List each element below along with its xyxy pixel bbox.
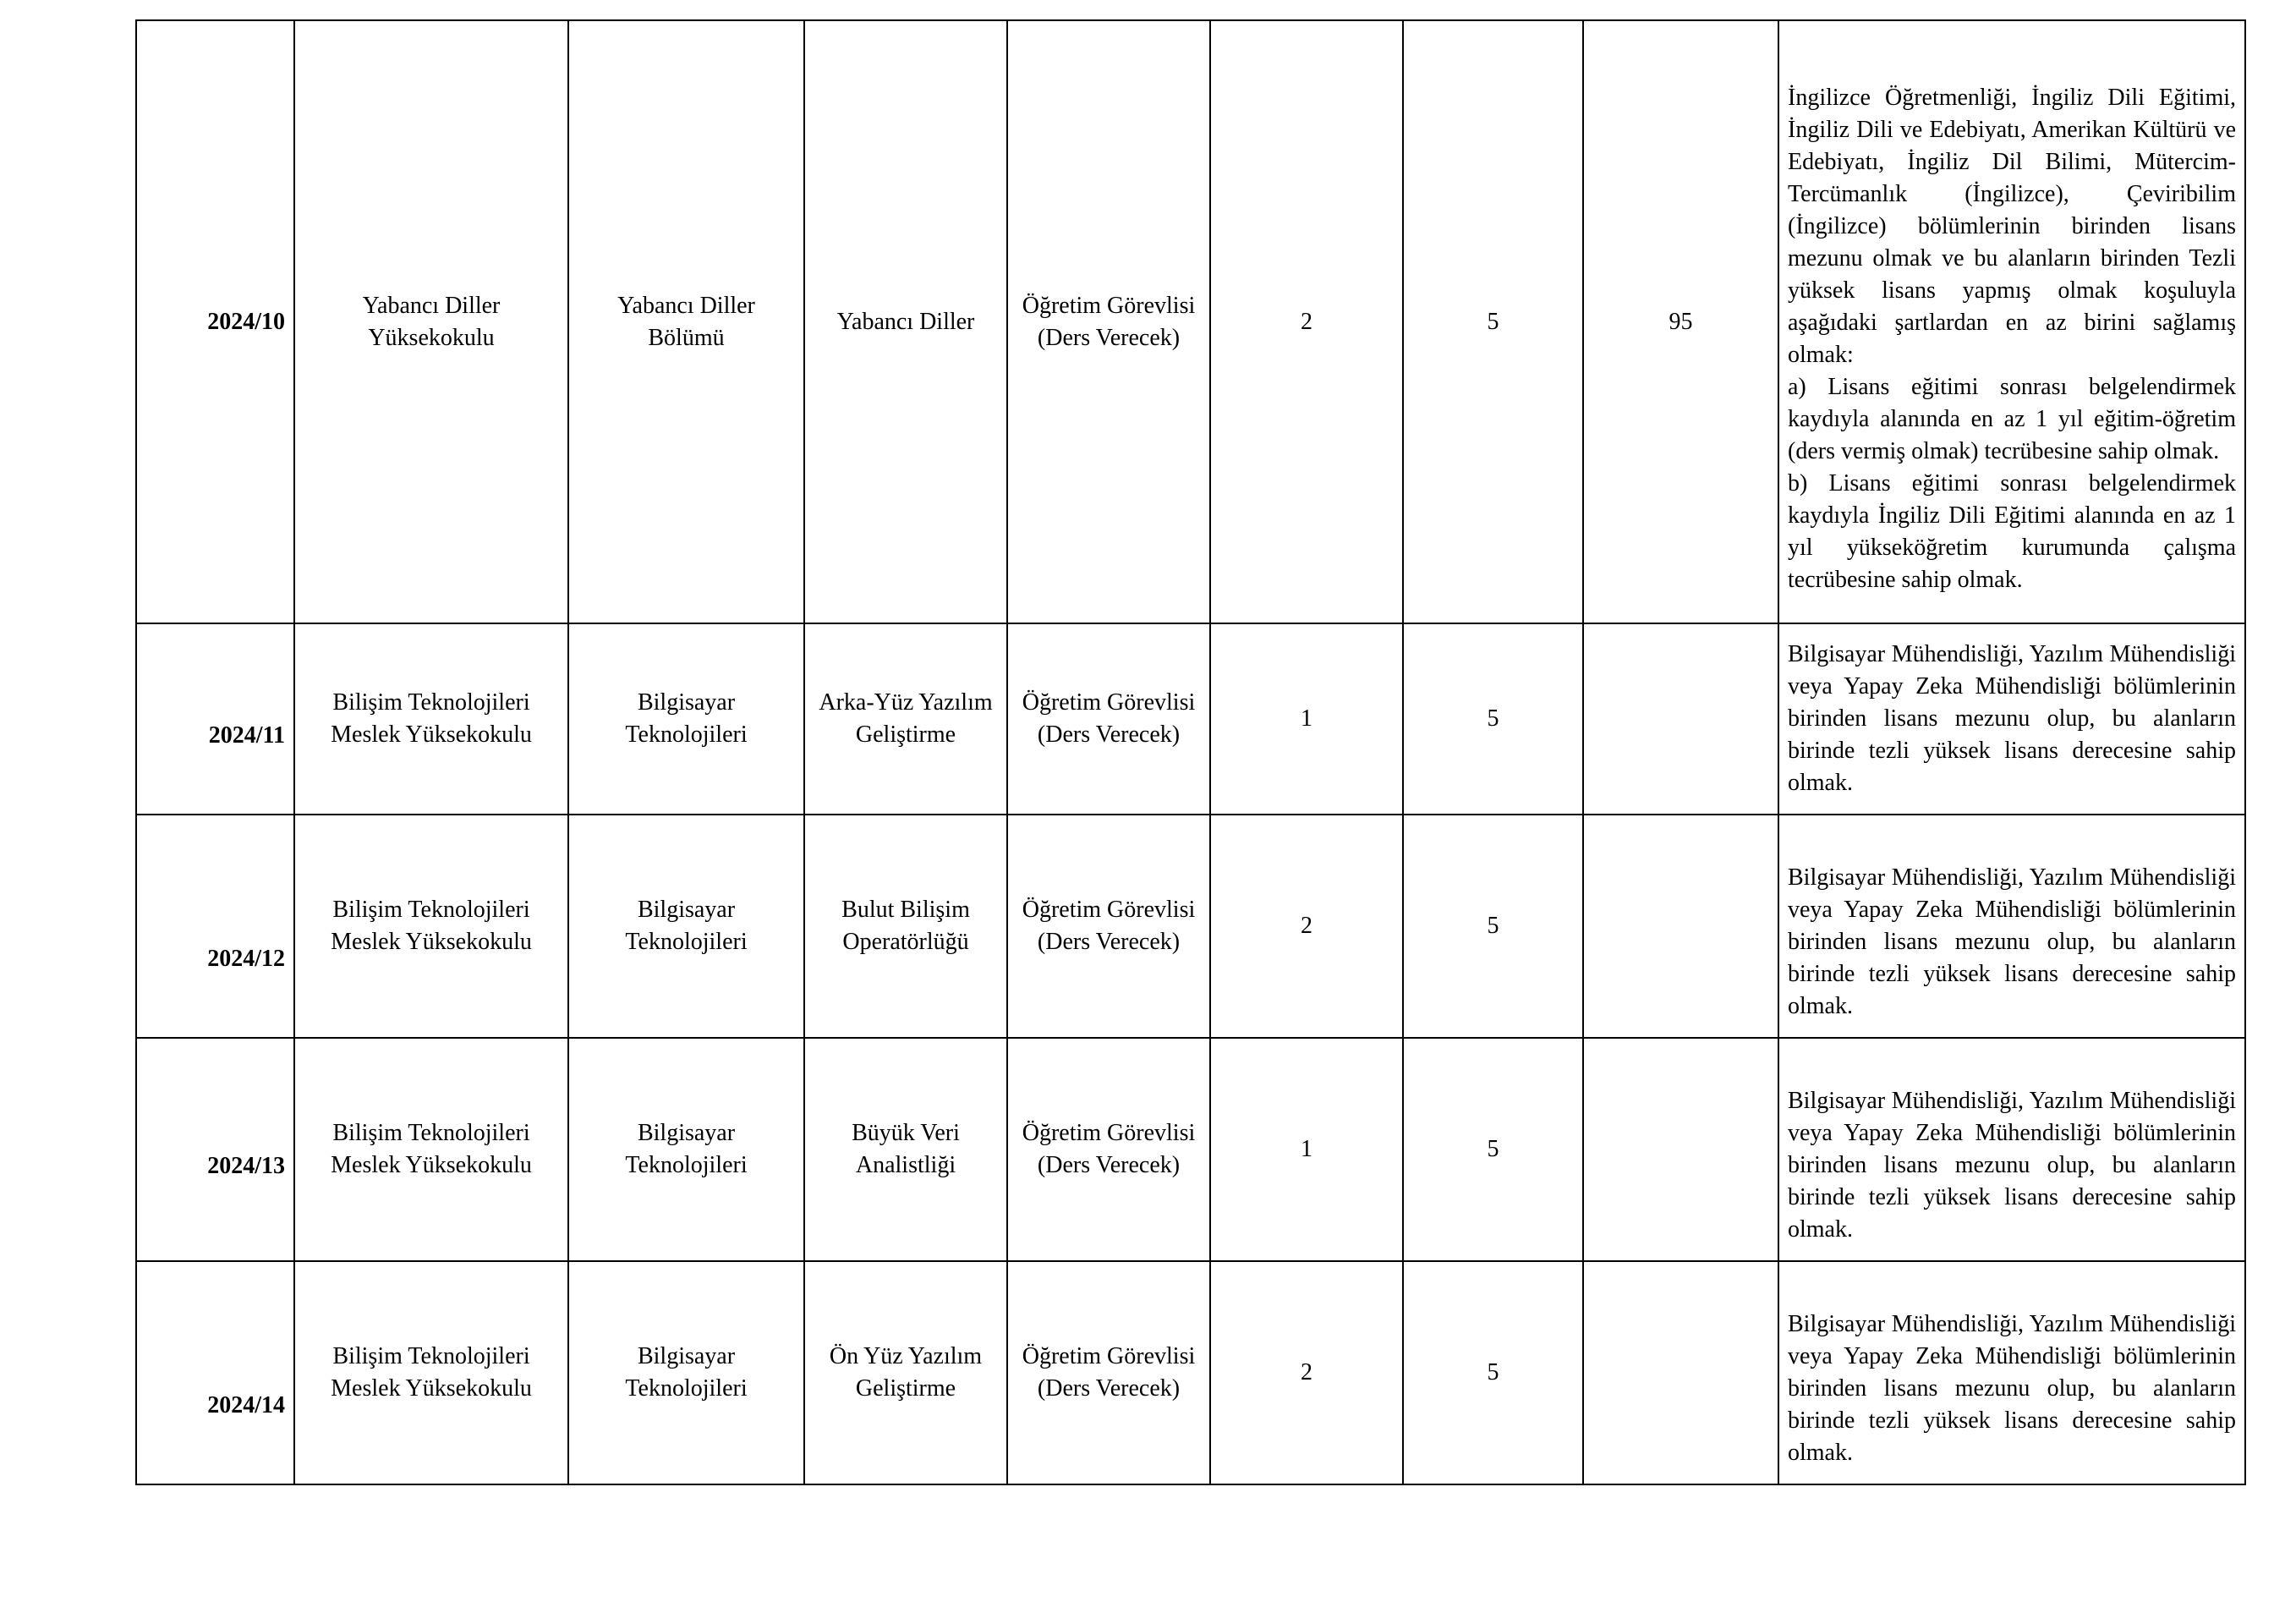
unit-name: Bilişim Teknolojileri Meslek Yüksekokulu [294, 1038, 568, 1261]
requirements-text: Bilgisayar Mühendisliği, Yazılım Mühendisliği veya Yapay Zeka Mühendisliği bölümlerinin birinden lisans mezunu olup, bu alanların birinde tezli yüksek lisans derecesine sahip olmak. [1788, 864, 2236, 1019]
requirements-cell [1778, 1261, 2245, 1484]
positions-table [135, 19, 2246, 1485]
position-number: 2024/12 [136, 815, 294, 1038]
position-count: 1 [1210, 623, 1403, 815]
table-row [136, 20, 2245, 623]
unit-name: Bilişim Teknolojileri Meslek Yüksekokulu [294, 623, 568, 815]
position-level: 5 [1403, 20, 1583, 623]
unit-name: Bilişim Teknolojileri Meslek Yüksekokulu [294, 1261, 568, 1484]
position-title: Öğretim Görevlisi (Ders Verecek) [1007, 815, 1210, 1038]
program-name: Büyük Veri Analistliği [804, 1038, 1007, 1261]
requirements-text: Bilgisayar Mühendisliği, Yazılım Mühendisliği veya Yapay Zeka Mühendisliği bölümlerinin birinden lisans mezunu olup, bu alanların birinde tezli yüksek lisans derecesine sahip olmak. [1788, 1088, 2236, 1243]
position-number: 2024/11 [136, 623, 294, 815]
minimum-score [1583, 623, 1778, 815]
department-name: Bilgisayar Teknolojileri [568, 1261, 804, 1484]
position-title: Öğretim Görevlisi (Ders Verecek) [1007, 1261, 1210, 1484]
position-count: 1 [1210, 1038, 1403, 1261]
department-name: Bilgisayar Teknolojileri [568, 815, 804, 1038]
position-level: 5 [1403, 815, 1583, 1038]
requirements-cell [1778, 623, 2245, 815]
position-level: 5 [1403, 1038, 1583, 1261]
position-number: 2024/10 [136, 20, 294, 623]
position-title: Öğretim Görevlisi (Ders Verecek) [1007, 1038, 1210, 1261]
minimum-score: 95 [1583, 20, 1778, 623]
table-row [136, 1261, 2245, 1484]
program-name: Bulut Bilişim Operatörlüğü [804, 815, 1007, 1038]
minimum-score [1583, 1038, 1778, 1261]
position-level: 5 [1403, 623, 1583, 815]
unit-name: Bilişim Teknolojileri Meslek Yüksekokulu [294, 815, 568, 1038]
position-number: 2024/13 [136, 1038, 294, 1261]
department-name: Yabancı Diller Bölümü [568, 20, 804, 623]
requirements-text: Bilgisayar Mühendisliği, Yazılım Mühendisliği veya Yapay Zeka Mühendisliği bölümlerinin birinden lisans mezunu olup, bu alanların birinde tezli yüksek lisans derecesine sahip olmak. [1788, 641, 2236, 796]
table-row [136, 815, 2245, 1038]
requirements-text: Bilgisayar Mühendisliği, Yazılım Mühendisliği veya Yapay Zeka Mühendisliği bölümlerinin birinden lisans mezunu olup, bu alanların birinde tezli yüksek lisans derecesine sahip olmak. [1788, 1311, 2236, 1466]
requirements-cell [1778, 1038, 2245, 1261]
position-count: 2 [1210, 20, 1403, 623]
requirements-text: İngilizce Öğretmenliği, İngiliz Dili Eğitimi, İngiliz Dili ve Edebiyatı, Amerikan Kültürü ve Edebiyatı, İngiliz Dil Bilimi, Mütercim-Tercümanlık (İngilizce), Çeviribilim (İngilizce) bölümlerinin birinden lisans mezunu olmak ve bu alanların birinden Tezli yüksek lisans yapmış olmak koşuluyla aşağıdaki şartlardan en az birini sağlamış olmak: a) Lisans eğitimi sonrası belgelendirmek kaydıyla alanında en az 1 yıl eğitim-öğretim (ders vermiş olmak) tecrübesine sahip olmak. b) Lisans eğitimi sonrası belgelendirmek kaydıyla İngiliz Dili Eğitimi alanında en az 1 yıl yükseköğretim kurumunda çalışma tecrübesine sahip olmak. [1788, 84, 2236, 593]
position-title: Öğretim Görevlisi (Ders Verecek) [1007, 623, 1210, 815]
department-name: Bilgisayar Teknolojileri [568, 1038, 804, 1261]
position-title: Öğretim Görevlisi (Ders Verecek) [1007, 20, 1210, 623]
position-level: 5 [1403, 1261, 1583, 1484]
requirements-cell [1778, 815, 2245, 1038]
unit-name: Yabancı Diller Yüksekokulu [294, 20, 568, 623]
program-name: Arka-Yüz Yazılım Geliştirme [804, 623, 1007, 815]
program-name: Ön Yüz Yazılım Geliştirme [804, 1261, 1007, 1484]
department-name: Bilgisayar Teknolojileri [568, 623, 804, 815]
requirements-cell [1778, 20, 2245, 623]
table-row [136, 623, 2245, 815]
position-number: 2024/14 [136, 1261, 294, 1484]
position-count: 2 [1210, 815, 1403, 1038]
program-name: Yabancı Diller [804, 20, 1007, 623]
table-row [136, 1038, 2245, 1261]
position-count: 2 [1210, 1261, 1403, 1484]
minimum-score [1583, 815, 1778, 1038]
minimum-score [1583, 1261, 1778, 1484]
